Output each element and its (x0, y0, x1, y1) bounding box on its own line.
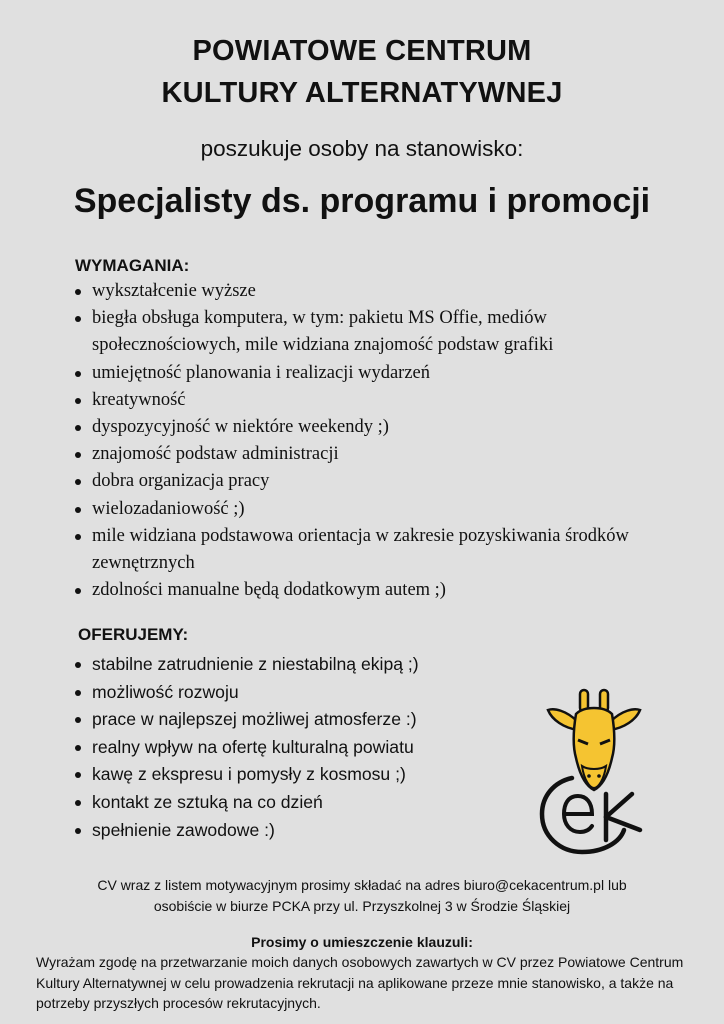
requirements-list (72, 278, 672, 604)
requirement-item: umiejętność planowania i realizacji wydarzeń (72, 360, 672, 387)
requirement-item: zdolności manualne będą dodatkowym autem ;) (72, 577, 672, 604)
requirement-item: kreatywność (72, 387, 672, 414)
cv-instructions-line1: CV wraz z listem motywacyjnym prosimy składać na adres biuro@cekacentrum.pl lub (97, 877, 627, 893)
subtitle: poszukuje osoby na stanowisko: (200, 136, 524, 161)
offer-item: możliwość rozwoju (72, 679, 542, 707)
requirement-item: znajomość podstaw administracji (72, 441, 672, 468)
requirements-heading: WYMAGANIA: (75, 256, 190, 275)
clause-text: Wyrażam zgodę na przetwarzanie moich danych osobowych zawartych w CV przez Powiatowe Centrum Kultury Alternatywnej w celu prowadzenia rekrutacji na aplikowane przeze mnie stanowisko, a także na potrzeby przyszłych procesów rekrutacyjnych. (36, 954, 684, 1012)
cv-instructions (30, 875, 694, 917)
offer-item: spełnienie zawodowe :) (72, 817, 542, 845)
requirement-item: biegła obsługa komputera, w tym: pakietu MS Offie, mediów społecznościowych, mile widziana znajomość podstaw grafiki (72, 305, 672, 359)
requirement-item: mile widziana podstawowa orientacja w zakresie pozyskiwania środków zewnętrznych (72, 523, 672, 577)
organization-name (0, 30, 724, 114)
cv-instructions-line2: osobiście w biurze PCKA przy ul. Przyszkolnej 3 w Środzie Śląskiej (153, 898, 571, 914)
offer-item: kawę z ekspresu i pomysły z kosmosu ;) (72, 761, 542, 789)
offer-item: realny wpływ na ofertę kulturalną powiatu (72, 734, 542, 762)
requirement-item: wielozadaniowość ;) (72, 496, 672, 523)
offer-heading: OFERUJEMY: (78, 625, 189, 644)
giraffe-cek-logo-icon (532, 686, 656, 856)
offer-item: prace w najlepszej możliwej atmosferze :) (72, 706, 542, 734)
position-title: Specjalisty ds. programu i promocji (73, 182, 651, 220)
offer-item: stabilne zatrudnienie z niestabilną ekipą ;) (72, 651, 542, 679)
offer-item: kontakt ze sztuką na co dzień (72, 789, 542, 817)
clause-heading: Prosimy o umieszczenie klauzuli: (251, 934, 473, 950)
organization-name-line2: KULTURY ALTERNATYWNEJ (161, 77, 563, 109)
requirement-item: dobra organizacja pracy (72, 468, 672, 495)
offer-list (72, 651, 542, 844)
requirement-item: wykształcenie wyższe (72, 278, 672, 305)
organization-name-line1: POWIATOWE CENTRUM (192, 35, 532, 67)
requirement-item: dyspozycyjność w niektóre weekendy ;) (72, 414, 672, 441)
